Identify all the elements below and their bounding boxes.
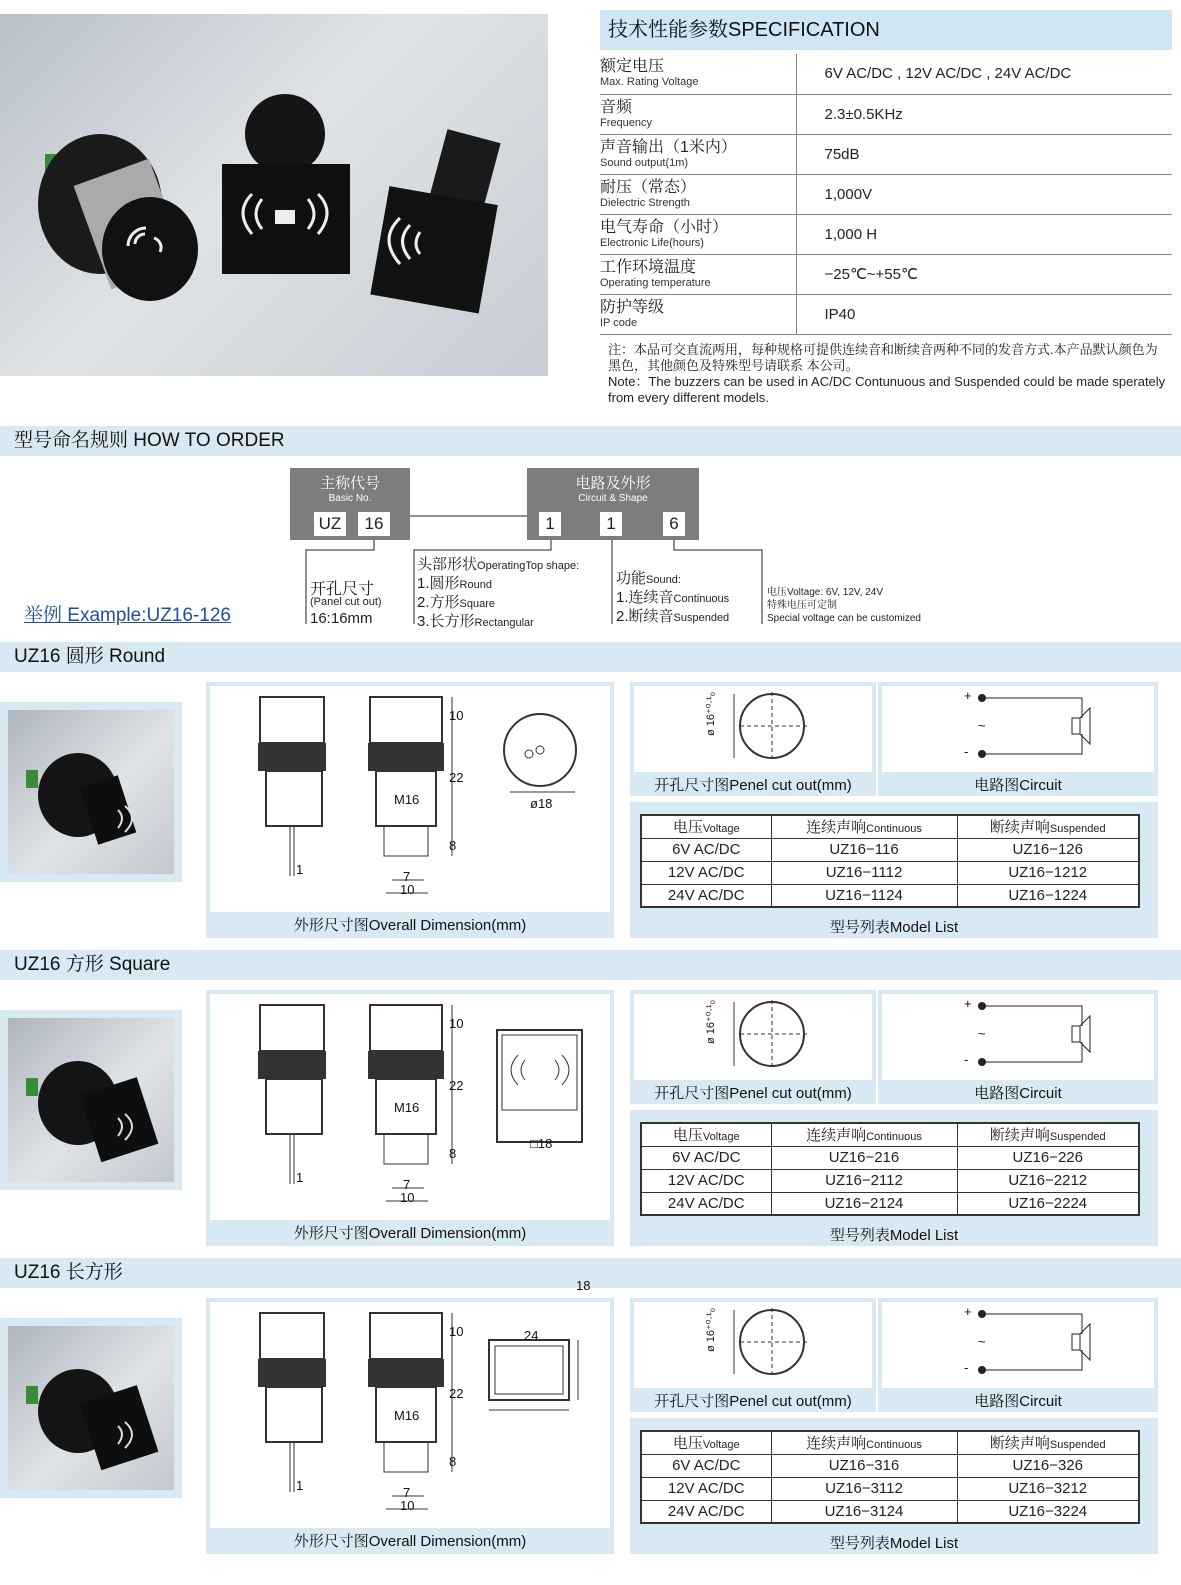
buzzer-thumb-icon — [8, 1018, 174, 1182]
function-list — [616, 570, 729, 627]
h-cont: 连续声响 — [806, 1127, 867, 1145]
top-title-en: OperatingTop shape: — [477, 560, 580, 572]
volt3: Special voltage can be customized — [767, 613, 921, 624]
overall-dimension-panel — [206, 682, 614, 938]
basic-en: Basic No. — [328, 493, 372, 504]
circuit-caption: 电路图Circuit — [974, 1085, 1062, 1102]
circuit-box — [878, 682, 1158, 796]
spec-value: IP40 — [796, 294, 1172, 334]
table-row — [641, 861, 1139, 884]
dim-8: 8 — [449, 1454, 457, 1469]
square-buzzer-image — [222, 94, 350, 274]
circuit-box — [878, 1298, 1158, 1412]
dim-22: 22 — [449, 1386, 464, 1401]
h-cont-en: Continuous — [866, 823, 922, 836]
phi-label: ø 16⁺⁰·¹₀ — [705, 999, 717, 1044]
dim-8: 8 — [449, 1146, 457, 1161]
circuit-box — [878, 990, 1158, 1104]
top3: 3.长方形 — [417, 613, 475, 630]
rect-buzzer-image — [370, 129, 500, 313]
buzzer-thumb-icon — [8, 710, 174, 874]
table-row — [641, 1454, 1139, 1477]
model-cell: 12V AC/DC — [641, 1477, 771, 1500]
spec-row — [600, 94, 1172, 134]
h-voltage: 电压 — [672, 819, 703, 837]
spec-key: 音频 — [600, 98, 633, 116]
spec-key-en: Frequency — [600, 116, 652, 129]
dim-shape: 24 — [524, 1328, 539, 1343]
model-cell: UZ16−326 — [957, 1454, 1139, 1477]
spec-key-en: Operating temperature — [600, 276, 711, 289]
cut-en: (Panel cut out) — [310, 596, 382, 608]
code-c2: 1 — [600, 512, 622, 536]
phi-label: ø 16⁺⁰·¹₀ — [705, 1307, 717, 1352]
minus-label: - — [964, 744, 969, 759]
dim-8: 8 — [449, 838, 457, 853]
plus-label: + — [964, 1304, 972, 1319]
func2-en: Suspended — [673, 612, 730, 624]
buzzer-thumb-icon — [8, 1326, 174, 1490]
cut-zh: 开孔尺寸 — [310, 581, 375, 598]
model-cell: UZ16−3212 — [957, 1477, 1139, 1500]
dim-shape: □18 — [530, 1136, 553, 1151]
table-row — [641, 1192, 1139, 1215]
overall-dimension-panel — [206, 990, 614, 1246]
top1: 1.圆形 — [417, 575, 460, 592]
order-diagram — [0, 458, 1181, 628]
spec-value: −25℃~+55℃ — [796, 254, 1172, 294]
top2-en: Square — [459, 598, 495, 610]
h-voltage-en: Voltage — [702, 823, 740, 836]
model-cell: UZ16−1112 — [771, 861, 957, 884]
volt2: 特殊电压可定制 — [767, 600, 837, 611]
top-shape-list — [417, 556, 579, 632]
section-title: UZ16 长方形 — [0, 1258, 1181, 1288]
code-16: 16 — [358, 512, 390, 536]
spec-key: 额定电压 — [600, 58, 665, 76]
model-cell: UZ16−3112 — [771, 1477, 957, 1500]
spec-key-en: IP code — [600, 316, 638, 329]
overall-caption: 外形尺寸图Overall Dimension(mm) — [293, 917, 527, 934]
section-thumb — [0, 702, 182, 882]
model-cell: 6V AC/DC — [641, 838, 771, 861]
top3-en: Rectangular — [474, 617, 534, 629]
panel-cut-box — [630, 990, 876, 1104]
spec-title: 技术性能参数SPECIFICATION — [600, 10, 1172, 50]
circuit-en: Circuit & Shape — [578, 493, 648, 504]
ac-label: ~ — [978, 718, 986, 733]
plus-label: + — [964, 688, 972, 703]
model-cell: 24V AC/DC — [641, 1500, 771, 1523]
panel-cut-caption: 开孔尺寸图Penel cut out(mm) — [654, 1085, 852, 1102]
panel-cut-box — [630, 1298, 876, 1412]
basic-zh: 主称代号 — [319, 475, 380, 492]
dim-10: 10 — [449, 1016, 464, 1031]
example-link[interactable]: 举例 Example:UZ16-126 — [24, 605, 231, 626]
model-cell: UZ16−316 — [771, 1454, 957, 1477]
h-susp-en: Suspended — [1049, 1131, 1106, 1144]
spec-row — [600, 254, 1172, 294]
dim-22: 22 — [449, 770, 464, 785]
table-row — [641, 1146, 1139, 1169]
model-table-header — [641, 1123, 1139, 1146]
spec-value: 2.3±0.5KHz — [796, 94, 1172, 134]
minus-label: - — [964, 1360, 969, 1375]
panel-cut-caption: 开孔尺寸图Penel cut out(mm) — [654, 777, 852, 794]
h-cont: 连续声响 — [806, 1435, 867, 1453]
dim-7: 7 — [403, 869, 411, 884]
volt1: 电压Voltage: 6V, 12V, 24V — [767, 587, 884, 598]
model-table — [640, 1122, 1140, 1216]
code-c1: 1 — [539, 512, 561, 536]
model-cell: UZ16−2112 — [771, 1169, 957, 1192]
model-cell: UZ16−116 — [771, 838, 957, 861]
func1: 1.连续音 — [616, 589, 674, 606]
table-row — [641, 1169, 1139, 1192]
dim-10b: 10 — [400, 1190, 415, 1205]
dim-shape-18: 18 — [576, 1278, 591, 1293]
h-susp: 断续声响 — [989, 1127, 1050, 1145]
h-susp-en: Suspended — [1049, 1439, 1106, 1452]
cut-val: 16:16mm — [310, 610, 373, 627]
dim-7: 7 — [403, 1177, 411, 1192]
model-cell: 12V AC/DC — [641, 861, 771, 884]
model-cell: UZ16−2212 — [957, 1169, 1139, 1192]
top2: 2.方形 — [417, 594, 460, 611]
model-cell: UZ16−2124 — [771, 1192, 957, 1215]
overall-dimension-panel — [206, 1298, 614, 1554]
model-table-header — [641, 1431, 1139, 1454]
table-row — [641, 1500, 1139, 1523]
model-cell: 24V AC/DC — [641, 884, 771, 907]
circuit-caption: 电路图Circuit — [974, 777, 1062, 794]
table-row — [641, 1477, 1139, 1500]
model-list-caption: 型号列表Model List — [829, 1227, 959, 1244]
spec-note — [608, 342, 1168, 406]
order-title: 型号命名规则 HOW TO ORDER — [0, 426, 1181, 456]
spec-value: 6V AC/DC , 12V AC/DC , 24V AC/DC — [796, 54, 1172, 94]
h-susp: 断续声响 — [989, 819, 1050, 837]
spec-row — [600, 294, 1172, 334]
overall-caption: 外形尺寸图Overall Dimension(mm) — [293, 1533, 527, 1550]
model-cell: 12V AC/DC — [641, 1169, 771, 1192]
model-list-caption: 型号列表Model List — [829, 1535, 959, 1552]
h-voltage-en: Voltage — [702, 1439, 740, 1452]
spec-value: 1,000 H — [796, 214, 1172, 254]
section-thumb — [0, 1010, 182, 1190]
spec-row — [600, 54, 1172, 94]
buzzer-photo-graphic — [0, 14, 548, 376]
model-cell: 24V AC/DC — [641, 1192, 771, 1215]
model-cell: UZ16−226 — [957, 1146, 1139, 1169]
circuit-caption: 电路图Circuit — [974, 1393, 1062, 1410]
spec-key-en: Max. Rating Voltage — [600, 76, 699, 89]
dim-1: 1 — [296, 862, 304, 877]
spec-key-en: Dielectric Strength — [600, 196, 690, 209]
h-cont-en: Continuous — [866, 1439, 922, 1452]
code-uz: UZ — [314, 512, 346, 536]
circuit-zh: 电路及外形 — [575, 475, 651, 492]
plus-label: + — [964, 996, 972, 1011]
table-row — [641, 838, 1139, 861]
spec-row — [600, 214, 1172, 254]
dim-10: 10 — [449, 708, 464, 723]
model-cell: UZ16−1124 — [771, 884, 957, 907]
panel-cut-box — [630, 682, 876, 796]
overall-caption: 外形尺寸图Overall Dimension(mm) — [293, 1225, 527, 1242]
model-list-caption: 型号列表Model List — [829, 919, 959, 936]
spec-key: 电气寿命（小时） — [600, 218, 729, 236]
spec-key: 工作环境温度 — [600, 258, 697, 276]
code-c3: 6 — [663, 512, 685, 536]
dim-10b: 10 — [400, 882, 415, 897]
model-cell: UZ16−3124 — [771, 1500, 957, 1523]
round-buzzer-image — [38, 134, 198, 301]
model-table — [640, 814, 1140, 908]
spec-table — [600, 54, 1172, 335]
dim-10: 10 — [449, 1324, 464, 1339]
func-title: 功能 — [616, 570, 647, 587]
func-title-en: Sound: — [646, 574, 681, 586]
buzzer-photo-thumb — [8, 710, 174, 874]
model-cell: 6V AC/DC — [641, 1454, 771, 1477]
table-row — [641, 884, 1139, 907]
note-zh: 注：本品可交直流两用，每种规格可提供连续音和断续音两种不同的发音方式.本产品默认颜色为黑色，其他颜色及特殊型号请联系 本公司。 — [608, 342, 1158, 373]
spec-key-en: Sound output(1m) — [600, 156, 689, 169]
phi-label: ø 16⁺⁰·¹₀ — [705, 691, 717, 736]
section-thumb — [0, 1318, 182, 1498]
dim-1: 1 — [296, 1170, 304, 1185]
model-cell: UZ16−3224 — [957, 1500, 1139, 1523]
model-cell: UZ16−1212 — [957, 861, 1139, 884]
ac-label: ~ — [978, 1334, 986, 1349]
overall-drawing — [0, 0, 1, 1]
thread-m16: M16 — [394, 792, 420, 807]
model-cell: 6V AC/DC — [641, 1146, 771, 1169]
ac-label: ~ — [978, 1026, 986, 1041]
minus-label: - — [964, 1052, 969, 1067]
dim-shape: ø18 — [530, 796, 553, 811]
model-table-header — [641, 815, 1139, 838]
h-voltage: 电压 — [672, 1127, 703, 1145]
panel-cut-caption: 开孔尺寸图Penel cut out(mm) — [654, 1393, 852, 1410]
thread-m16: M16 — [394, 1100, 420, 1115]
h-susp: 断续声响 — [989, 1435, 1050, 1453]
h-voltage: 电压 — [672, 1435, 703, 1453]
spec-row — [600, 174, 1172, 214]
model-cell: UZ16−2224 — [957, 1192, 1139, 1215]
top1-en: Round — [459, 579, 492, 591]
dim-22: 22 — [449, 1078, 464, 1093]
func1-en: Continuous — [673, 593, 730, 605]
model-cell: UZ16−126 — [957, 838, 1139, 861]
spec-key: 耐压（常态） — [600, 178, 697, 196]
section-title: UZ16 方形 Square — [0, 950, 1181, 980]
buzzer-photo-thumb — [8, 1326, 174, 1490]
h-voltage-en: Voltage — [702, 1131, 740, 1144]
h-cont: 连续声响 — [806, 819, 867, 837]
spec-row — [600, 134, 1172, 174]
model-table — [640, 1430, 1140, 1524]
spec-key: 防护等级 — [600, 298, 665, 316]
spec-value: 75dB — [796, 134, 1172, 174]
section-title: UZ16 圆形 Round — [0, 642, 1181, 672]
voltage-note — [767, 586, 921, 625]
note-en: Note：The buzzers can be used in AC/DC Contunuous and Suspended could be made sperately from every different models. — [608, 374, 1166, 405]
spec-value: 1,000V — [796, 174, 1172, 214]
spec-key: 声音输出（1米内） — [600, 138, 737, 156]
top-title: 头部形状 — [417, 556, 478, 573]
dim-1: 1 — [296, 1478, 304, 1493]
h-cont-en: Continuous — [866, 1131, 922, 1144]
buzzer-photo-thumb — [8, 1018, 174, 1182]
dim-7: 7 — [403, 1485, 411, 1500]
dim-10b: 10 — [400, 1498, 415, 1513]
model-cell: UZ16−216 — [771, 1146, 957, 1169]
h-susp-en: Suspended — [1049, 823, 1106, 836]
func2: 2.断续音 — [616, 608, 674, 625]
spec-key-en: Electronic Life(hours) — [600, 236, 704, 249]
product-photo — [0, 14, 548, 376]
thread-m16: M16 — [394, 1408, 420, 1423]
model-cell: UZ16−1224 — [957, 884, 1139, 907]
